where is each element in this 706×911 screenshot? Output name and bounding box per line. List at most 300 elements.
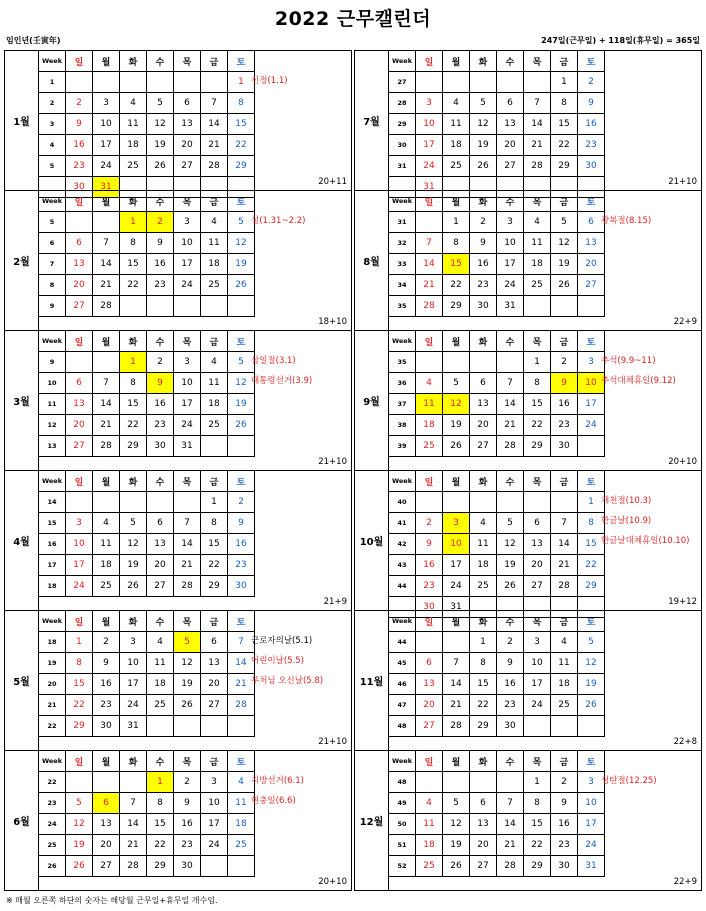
day-cell xyxy=(93,492,120,513)
day-cell: 11 xyxy=(147,653,174,674)
day-cell xyxy=(443,772,470,793)
day-cell: 10 xyxy=(443,534,470,555)
day-cell: 11 xyxy=(416,814,443,835)
month-table xyxy=(389,331,605,457)
week-row xyxy=(389,254,605,275)
weekday-header: 수 xyxy=(147,751,174,772)
day-cell: 12 xyxy=(497,534,524,555)
weekday-header: 화 xyxy=(120,51,147,72)
workday-count: 21+10 xyxy=(318,457,347,467)
day-cell: 31 xyxy=(416,177,443,198)
day-cell: 24 xyxy=(416,156,443,177)
day-cell: 27 xyxy=(93,856,120,877)
weekday-header: 토 xyxy=(578,191,605,212)
week-row xyxy=(39,436,255,457)
day-cell xyxy=(228,716,255,737)
day-cell: 17 xyxy=(497,254,524,275)
week-number: 44 xyxy=(389,632,416,653)
month-table xyxy=(389,751,605,877)
weekday-header: 월 xyxy=(93,51,120,72)
week-number: 35 xyxy=(389,352,416,373)
day-cell: 23 xyxy=(147,415,174,436)
week-number: 31 xyxy=(389,156,416,177)
week-row xyxy=(39,296,255,317)
day-cell xyxy=(497,72,524,93)
workday-count: 21+9 xyxy=(323,597,347,607)
day-cell: 31 xyxy=(120,716,147,737)
weekday-header-row xyxy=(39,751,255,772)
day-cell xyxy=(416,212,443,233)
day-cell: 28 xyxy=(497,856,524,877)
week-number: 42 xyxy=(389,534,416,555)
day-cell: 2 xyxy=(497,632,524,653)
week-number: 33 xyxy=(389,254,416,275)
day-cell: 10 xyxy=(174,233,201,254)
day-cell: 16 xyxy=(416,555,443,576)
day-cell: 7 xyxy=(174,513,201,534)
weekday-header: 수 xyxy=(147,51,174,72)
day-cell: 28 xyxy=(201,156,228,177)
day-cell: 1 xyxy=(578,492,605,513)
day-cell: 27 xyxy=(524,576,551,597)
day-cell: 21 xyxy=(228,674,255,695)
day-cell: 6 xyxy=(470,793,497,814)
weekday-header: 화 xyxy=(470,331,497,352)
week-header: Week xyxy=(389,331,416,352)
day-cell: 30 xyxy=(147,436,174,457)
day-cell: 30 xyxy=(578,156,605,177)
day-cell xyxy=(147,716,174,737)
week-number: 19 xyxy=(39,653,66,674)
month-block xyxy=(4,50,352,191)
day-cell xyxy=(416,72,443,93)
day-cell: 13 xyxy=(66,254,93,275)
day-cell: 22 xyxy=(524,835,551,856)
week-row xyxy=(389,212,605,233)
day-cell: 14 xyxy=(497,394,524,415)
day-cell: 27 xyxy=(174,156,201,177)
day-cell: 13 xyxy=(174,114,201,135)
day-cell xyxy=(120,772,147,793)
day-cell: 24 xyxy=(443,576,470,597)
day-cell: 6 xyxy=(470,373,497,394)
week-row xyxy=(39,233,255,254)
day-cell: 27 xyxy=(66,296,93,317)
month-label: 6월 xyxy=(5,751,39,890)
day-cell: 9 xyxy=(416,534,443,555)
weekday-header: 월 xyxy=(443,331,470,352)
day-cell xyxy=(416,632,443,653)
week-row xyxy=(389,555,605,576)
week-number: 38 xyxy=(389,415,416,436)
week-row xyxy=(39,793,255,814)
day-cell: 11 xyxy=(201,233,228,254)
week-number: 25 xyxy=(39,835,66,856)
day-cell: 27 xyxy=(416,716,443,737)
weekday-header: 토 xyxy=(228,331,255,352)
week-row xyxy=(39,772,255,793)
day-cell xyxy=(66,352,93,373)
week-row xyxy=(39,135,255,156)
weekday-header: 화 xyxy=(120,611,147,632)
day-cell xyxy=(443,72,470,93)
day-cell: 2 xyxy=(551,772,578,793)
day-cell xyxy=(120,72,147,93)
day-cell: 26 xyxy=(497,576,524,597)
weekday-header: 목 xyxy=(174,51,201,72)
day-cell: 14 xyxy=(120,814,147,835)
day-cell: 9 xyxy=(174,793,201,814)
day-cell xyxy=(524,716,551,737)
day-cell: 27 xyxy=(578,275,605,296)
day-cell: 27 xyxy=(470,436,497,457)
week-row xyxy=(39,576,255,597)
week-number: 14 xyxy=(39,492,66,513)
day-cell xyxy=(228,436,255,457)
month-block xyxy=(4,750,352,891)
day-cell: 1 xyxy=(120,212,147,233)
day-cell: 25 xyxy=(228,835,255,856)
week-row xyxy=(389,814,605,835)
day-cell: 9 xyxy=(93,653,120,674)
day-cell: 30 xyxy=(174,856,201,877)
day-cell: 29 xyxy=(147,856,174,877)
week-row xyxy=(39,254,255,275)
holiday-notes xyxy=(601,771,657,791)
day-cell: 10 xyxy=(578,373,605,394)
weekday-header-row xyxy=(389,611,605,632)
week-header: Week xyxy=(39,751,66,772)
day-cell xyxy=(174,716,201,737)
week-number: 51 xyxy=(389,835,416,856)
day-cell: 11 xyxy=(443,114,470,135)
day-cell: 7 xyxy=(497,373,524,394)
day-cell: 5 xyxy=(147,93,174,114)
weekday-header: 목 xyxy=(174,611,201,632)
month-table xyxy=(39,51,255,198)
holiday-notes xyxy=(601,211,651,231)
week-number: 18 xyxy=(39,632,66,653)
day-cell: 29 xyxy=(470,716,497,737)
day-cell: 22 xyxy=(578,555,605,576)
week-row xyxy=(39,856,255,877)
weekday-header: 일 xyxy=(416,191,443,212)
day-cell: 4 xyxy=(228,772,255,793)
week-number: 5 xyxy=(39,156,66,177)
week-row xyxy=(39,632,255,653)
day-cell: 23 xyxy=(416,576,443,597)
day-cell: 21 xyxy=(497,415,524,436)
month-label: 12월 xyxy=(355,751,389,890)
footnote: ※ 매월 오른쪽 하단의 숫자는 해당월 근무일+휴무일 개수임. xyxy=(6,896,218,905)
weekday-header: 일 xyxy=(416,331,443,352)
week-number: 13 xyxy=(39,436,66,457)
day-cell: 23 xyxy=(497,695,524,716)
day-cell: 12 xyxy=(228,233,255,254)
day-cell: 26 xyxy=(120,576,147,597)
day-cell: 29 xyxy=(66,716,93,737)
day-cell: 18 xyxy=(524,254,551,275)
weekday-header: 화 xyxy=(470,471,497,492)
day-cell: 15 xyxy=(470,674,497,695)
day-cell xyxy=(470,72,497,93)
day-cell xyxy=(497,772,524,793)
week-number: 34 xyxy=(389,275,416,296)
month-block xyxy=(4,470,352,611)
week-row xyxy=(389,394,605,415)
day-cell: 12 xyxy=(228,373,255,394)
day-cell: 8 xyxy=(524,793,551,814)
day-cell: 3 xyxy=(174,352,201,373)
day-cell: 18 xyxy=(443,135,470,156)
weekday-header: 금 xyxy=(201,331,228,352)
holiday-notes xyxy=(251,211,305,231)
day-cell: 12 xyxy=(174,653,201,674)
day-cell: 21 xyxy=(443,695,470,716)
day-cell: 21 xyxy=(497,835,524,856)
day-cell: 8 xyxy=(201,513,228,534)
day-cell: 30 xyxy=(416,597,443,618)
day-cell: 17 xyxy=(201,814,228,835)
day-cell: 28 xyxy=(174,576,201,597)
day-cell: 7 xyxy=(551,513,578,534)
weekday-header: 월 xyxy=(443,471,470,492)
day-cell: 9 xyxy=(497,653,524,674)
day-cell: 12 xyxy=(470,114,497,135)
calendar-title: 2022 근무캘린더 xyxy=(274,8,432,30)
weekday-header: 화 xyxy=(470,611,497,632)
day-cell: 29 xyxy=(551,156,578,177)
day-cell: 17 xyxy=(120,674,147,695)
day-cell: 28 xyxy=(524,156,551,177)
day-cell: 15 xyxy=(551,114,578,135)
weekday-header: 일 xyxy=(416,471,443,492)
day-cell: 2 xyxy=(470,212,497,233)
weekday-header: 일 xyxy=(66,471,93,492)
day-cell: 25 xyxy=(524,275,551,296)
month-label: 9월 xyxy=(355,331,389,470)
day-cell xyxy=(416,772,443,793)
week-row xyxy=(39,394,255,415)
week-row xyxy=(39,352,255,373)
weekday-header: 화 xyxy=(470,751,497,772)
week-row xyxy=(39,835,255,856)
day-cell xyxy=(201,436,228,457)
day-cell: 19 xyxy=(551,254,578,275)
weekday-header: 금 xyxy=(551,51,578,72)
day-cell: 8 xyxy=(66,653,93,674)
workday-count: 21+10 xyxy=(668,177,697,187)
week-row xyxy=(389,835,605,856)
week-number: 20 xyxy=(39,674,66,695)
week-number: 16 xyxy=(39,534,66,555)
week-row xyxy=(39,156,255,177)
weekday-header-row xyxy=(389,191,605,212)
day-cell: 26 xyxy=(147,156,174,177)
weekday-header: 목 xyxy=(524,611,551,632)
day-cell: 31 xyxy=(174,436,201,457)
day-cell xyxy=(470,492,497,513)
weekday-header: 금 xyxy=(551,331,578,352)
day-cell: 26 xyxy=(66,856,93,877)
day-cell xyxy=(201,856,228,877)
day-cell: 17 xyxy=(174,394,201,415)
holiday-notes xyxy=(251,71,288,91)
day-cell: 30 xyxy=(93,716,120,737)
day-cell: 1 xyxy=(551,72,578,93)
day-cell: 4 xyxy=(524,212,551,233)
weekday-header: 목 xyxy=(174,191,201,212)
weekday-header: 화 xyxy=(470,191,497,212)
day-cell: 10 xyxy=(416,114,443,135)
day-cell: 24 xyxy=(578,835,605,856)
day-cell xyxy=(416,352,443,373)
day-cell: 9 xyxy=(147,373,174,394)
day-cell: 13 xyxy=(66,394,93,415)
workday-count: 21+10 xyxy=(318,737,347,747)
week-number: 30 xyxy=(389,135,416,156)
weekday-header: 금 xyxy=(201,51,228,72)
month-block xyxy=(354,610,702,751)
week-header: Week xyxy=(39,191,66,212)
day-cell: 18 xyxy=(470,555,497,576)
week-row xyxy=(39,275,255,296)
day-cell: 3 xyxy=(93,93,120,114)
day-cell: 2 xyxy=(93,632,120,653)
year-name: 임인년(壬寅年) xyxy=(6,36,61,45)
day-cell: 23 xyxy=(228,555,255,576)
day-cell: 3 xyxy=(416,93,443,114)
weekday-header: 수 xyxy=(147,191,174,212)
day-cell: 18 xyxy=(228,814,255,835)
day-cell: 15 xyxy=(120,254,147,275)
day-cell: 8 xyxy=(551,93,578,114)
day-cell: 22 xyxy=(551,135,578,156)
weekday-header: 토 xyxy=(578,471,605,492)
week-row xyxy=(389,415,605,436)
day-cell: 17 xyxy=(443,555,470,576)
weekday-header: 화 xyxy=(120,471,147,492)
day-cell: 24 xyxy=(497,275,524,296)
day-cell: 22 xyxy=(443,275,470,296)
day-cell: 26 xyxy=(470,156,497,177)
day-cell: 17 xyxy=(93,135,120,156)
weekday-header-row xyxy=(39,51,255,72)
day-cell xyxy=(147,492,174,513)
day-cell xyxy=(497,352,524,373)
day-cell: 29 xyxy=(524,856,551,877)
day-cell: 6 xyxy=(416,653,443,674)
day-cell: 8 xyxy=(524,373,551,394)
day-cell xyxy=(93,352,120,373)
day-cell: 20 xyxy=(470,415,497,436)
day-cell xyxy=(578,716,605,737)
week-number: 5 xyxy=(39,212,66,233)
day-cell: 17 xyxy=(524,674,551,695)
day-cell: 11 xyxy=(120,114,147,135)
day-cell xyxy=(201,72,228,93)
week-number: 48 xyxy=(389,772,416,793)
day-cell: 13 xyxy=(416,674,443,695)
day-cell: 2 xyxy=(66,93,93,114)
week-header: Week xyxy=(389,611,416,632)
day-cell: 11 xyxy=(470,534,497,555)
day-cell: 4 xyxy=(416,373,443,394)
week-number: 12 xyxy=(39,415,66,436)
day-cell xyxy=(66,72,93,93)
week-row xyxy=(39,513,255,534)
day-cell: 7 xyxy=(93,373,120,394)
day-cell xyxy=(443,492,470,513)
holiday-note: 설(1.31~2.2) xyxy=(251,216,306,226)
week-number: 43 xyxy=(389,555,416,576)
day-cell: 22 xyxy=(524,415,551,436)
weekday-header: 수 xyxy=(497,191,524,212)
day-cell: 26 xyxy=(578,695,605,716)
day-cell xyxy=(120,492,147,513)
day-cell: 18 xyxy=(551,674,578,695)
day-cell: 14 xyxy=(201,114,228,135)
day-cell: 6 xyxy=(147,513,174,534)
day-cell: 8 xyxy=(120,373,147,394)
day-cell: 11 xyxy=(551,653,578,674)
week-row xyxy=(389,275,605,296)
day-cell xyxy=(228,856,255,877)
week-row xyxy=(39,93,255,114)
week-number: 49 xyxy=(389,793,416,814)
day-cell: 20 xyxy=(93,835,120,856)
holiday-note: 근로자의날(5.1) xyxy=(251,636,313,646)
day-cell: 2 xyxy=(147,352,174,373)
day-cell: 27 xyxy=(497,156,524,177)
week-number: 44 xyxy=(389,576,416,597)
week-number: 7 xyxy=(39,254,66,275)
day-cell: 16 xyxy=(147,254,174,275)
week-row xyxy=(389,72,605,93)
holiday-note: 현충일(6.6) xyxy=(251,796,296,806)
holiday-note: 한글날대체휴일(10.10) xyxy=(601,536,690,546)
day-cell: 5 xyxy=(497,513,524,534)
day-cell: 3 xyxy=(578,772,605,793)
week-row xyxy=(389,856,605,877)
workday-count: 20+10 xyxy=(318,877,347,887)
weekday-header: 수 xyxy=(497,751,524,772)
day-cell: 16 xyxy=(578,114,605,135)
workday-count: 22+8 xyxy=(673,737,697,747)
day-cell: 3 xyxy=(66,513,93,534)
day-cell xyxy=(416,492,443,513)
week-number: 41 xyxy=(389,513,416,534)
weekday-header: 화 xyxy=(470,51,497,72)
week-row xyxy=(389,653,605,674)
weekday-header: 일 xyxy=(66,51,93,72)
day-cell: 22 xyxy=(120,275,147,296)
weekday-header: 토 xyxy=(228,51,255,72)
day-cell: 19 xyxy=(497,555,524,576)
day-cell: 5 xyxy=(551,212,578,233)
day-cell: 13 xyxy=(93,814,120,835)
day-cell: 11 xyxy=(416,394,443,415)
day-cell: 12 xyxy=(443,394,470,415)
day-cell: 13 xyxy=(147,534,174,555)
day-cell: 20 xyxy=(174,135,201,156)
weekday-header: 월 xyxy=(93,751,120,772)
week-number: 21 xyxy=(39,695,66,716)
day-cell: 18 xyxy=(416,415,443,436)
month-label: 8월 xyxy=(355,191,389,330)
day-cell: 7 xyxy=(497,793,524,814)
day-cell: 15 xyxy=(578,534,605,555)
